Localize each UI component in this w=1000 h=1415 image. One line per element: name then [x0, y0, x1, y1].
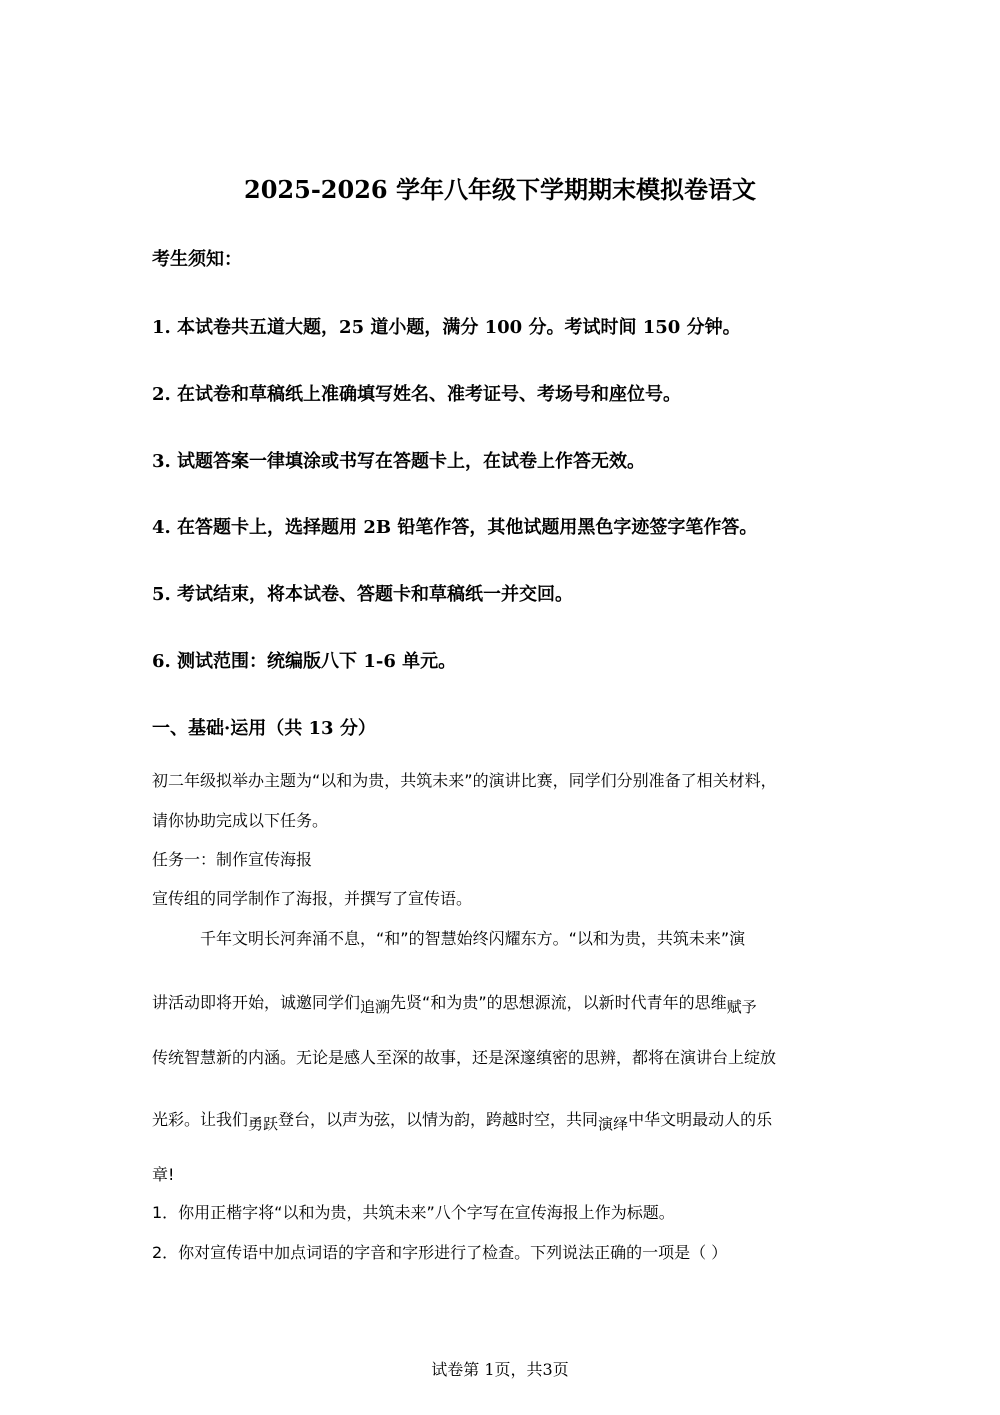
- slogan-line-2: [152, 990, 757, 1016]
- notice-item-3: 3. 试题答案一律填涂或书写在答题卡上，在试卷上作答无效。: [152, 451, 646, 472]
- slogan-line-5: 章!: [152, 1165, 175, 1184]
- slogan-line-4: [152, 1107, 773, 1133]
- slogan-text: 光彩。让我们: [152, 1110, 249, 1129]
- task-one-description: 宣传组的同学制作了海报，并撰写了宣传语。: [152, 889, 473, 908]
- slogan-text: 中华文明最动人的乐: [628, 1110, 773, 1129]
- slogan-text: 先贤“和为贵”的思想源流，以新时代青年的思维: [390, 993, 727, 1012]
- section-heading: 一、基础·运用（共 13 分）: [152, 718, 376, 739]
- slogan-text: 登台，以声为弦，以情为韵，跨越时空，共同: [278, 1110, 599, 1129]
- notice-item-6: 6. 测试范围：统编版八下 1-6 单元。: [152, 651, 457, 672]
- dotted-word: 赋予: [726, 998, 757, 1016]
- notice-item-5: 5. 考试结束，将本试卷、答题卡和草稿纸一并交回。: [152, 584, 574, 605]
- slogan-line-1: 千年文明长河奔涌不息，“和”的智慧始终闪耀东方。“以和为贵，共筑未来”演: [200, 929, 746, 948]
- question-1: 1．你用正楷字将“以和为贵，共筑未来”八个字写在宣传海报上作为标题。: [152, 1203, 675, 1222]
- slogan-text: 讲活动即将开始，诚邀同学们: [152, 993, 361, 1012]
- page-title: 2025-2026 学年八年级下学期期末模拟卷语文: [244, 175, 756, 204]
- question-2: 2．你对宣传语中加点词语的字音和字形进行了检查。下列说法正确的一项是（ ）: [152, 1243, 728, 1262]
- dotted-word: 演绎: [598, 1115, 629, 1133]
- intro-line-2: 请你协助完成以下任务。: [152, 811, 329, 830]
- intro-line-1: 初二年级拟举办主题为“以和为贵，共筑未来”的演讲比赛，同学们分别准备了相关材料，: [152, 771, 777, 790]
- task-one-heading: 任务一：制作宣传海报: [152, 850, 313, 869]
- notice-item-1: 1. 本试卷共五道大题，25 道小题，满分 100 分。考试时间 150 分钟。: [152, 317, 741, 338]
- notice-item-2: 2. 在试卷和草稿纸上准确填写姓名、准考证号、考场号和座位号。: [152, 384, 682, 405]
- notice-heading: 考生须知：: [152, 249, 242, 270]
- page-footer: 试卷第 1页，共3页: [431, 1360, 569, 1379]
- dotted-word: 追溯: [360, 998, 391, 1016]
- dotted-word: 勇跃: [248, 1115, 279, 1133]
- notice-item-4: 4. 在答题卡上，选择题用 2B 铅笔作答，其他试题用黑色字迹签字笔作答。: [152, 517, 758, 538]
- slogan-line-3: 传统智慧新的内涵。无论是感人至深的故事，还是深邃缜密的思辨，都将在演讲台上绽放: [152, 1048, 777, 1067]
